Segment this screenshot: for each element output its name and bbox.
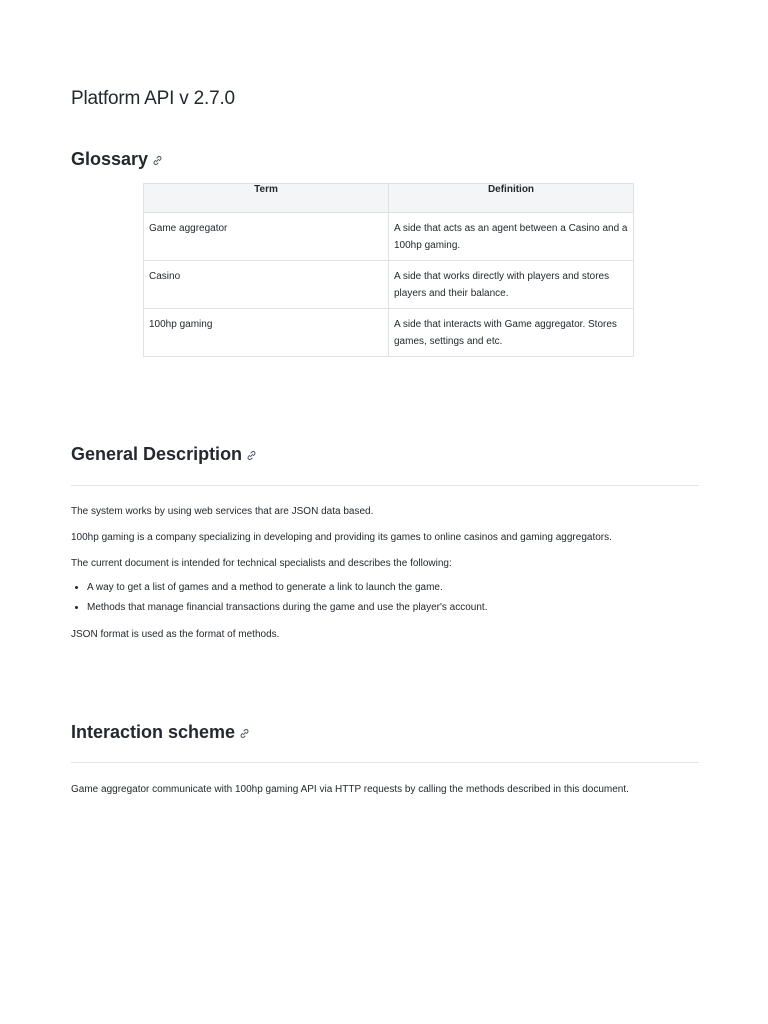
term-cell: 100hp gaming (144, 309, 389, 357)
page-title: Platform API v 2.7.0 (71, 88, 235, 109)
definition-cell: A side that acts as an agent between a Casino and a 100hp gaming. (389, 213, 634, 261)
bullet-list (71, 581, 488, 621)
paragraph: 100hp gaming is a company specializing in developing and providing its games to online casinos and gaming aggregators. (71, 532, 612, 543)
column-header-term: Term (144, 184, 389, 213)
interaction-scheme-heading (71, 722, 250, 743)
table-row (144, 261, 634, 309)
glossary-table (143, 183, 634, 357)
column-header-definition: Definition (389, 184, 634, 213)
section-divider (71, 762, 699, 763)
table-header-row (144, 184, 634, 213)
definition-cell: A side that works directly with players and stores players and their balance. (389, 261, 634, 309)
link-icon[interactable] (246, 450, 257, 461)
definition-cell: A side that interacts with Game aggregator. Stores games, settings and etc. (389, 309, 634, 357)
term-cell: Casino (144, 261, 389, 309)
list-item: • Methods that manage financial transactions during the game and use the player's account. (87, 601, 488, 615)
table-row (144, 309, 634, 357)
section-divider (71, 485, 699, 486)
glossary-heading-text: Glossary (71, 149, 149, 169)
link-icon[interactable] (152, 155, 163, 166)
interaction-scheme-heading-text: Interaction scheme (71, 722, 236, 742)
general-description-heading-text: General Description (71, 444, 243, 464)
paragraph: JSON format is used as the format of methods. (71, 629, 280, 640)
link-icon[interactable] (239, 728, 250, 739)
table-row (144, 213, 634, 261)
general-description-heading (71, 444, 257, 465)
paragraph: The current document is intended for technical specialists and describes the following: (71, 558, 452, 569)
paragraph: The system works by using web services that are JSON data based. (71, 506, 374, 517)
term-cell: Game aggregator (144, 213, 389, 261)
list-item: • A way to get a list of games and a method to generate a link to launch the game. (87, 581, 488, 595)
glossary-heading (71, 149, 163, 170)
paragraph: Game aggregator communicate with 100hp gaming API via HTTP requests by calling the methods described in this document. (71, 784, 629, 795)
